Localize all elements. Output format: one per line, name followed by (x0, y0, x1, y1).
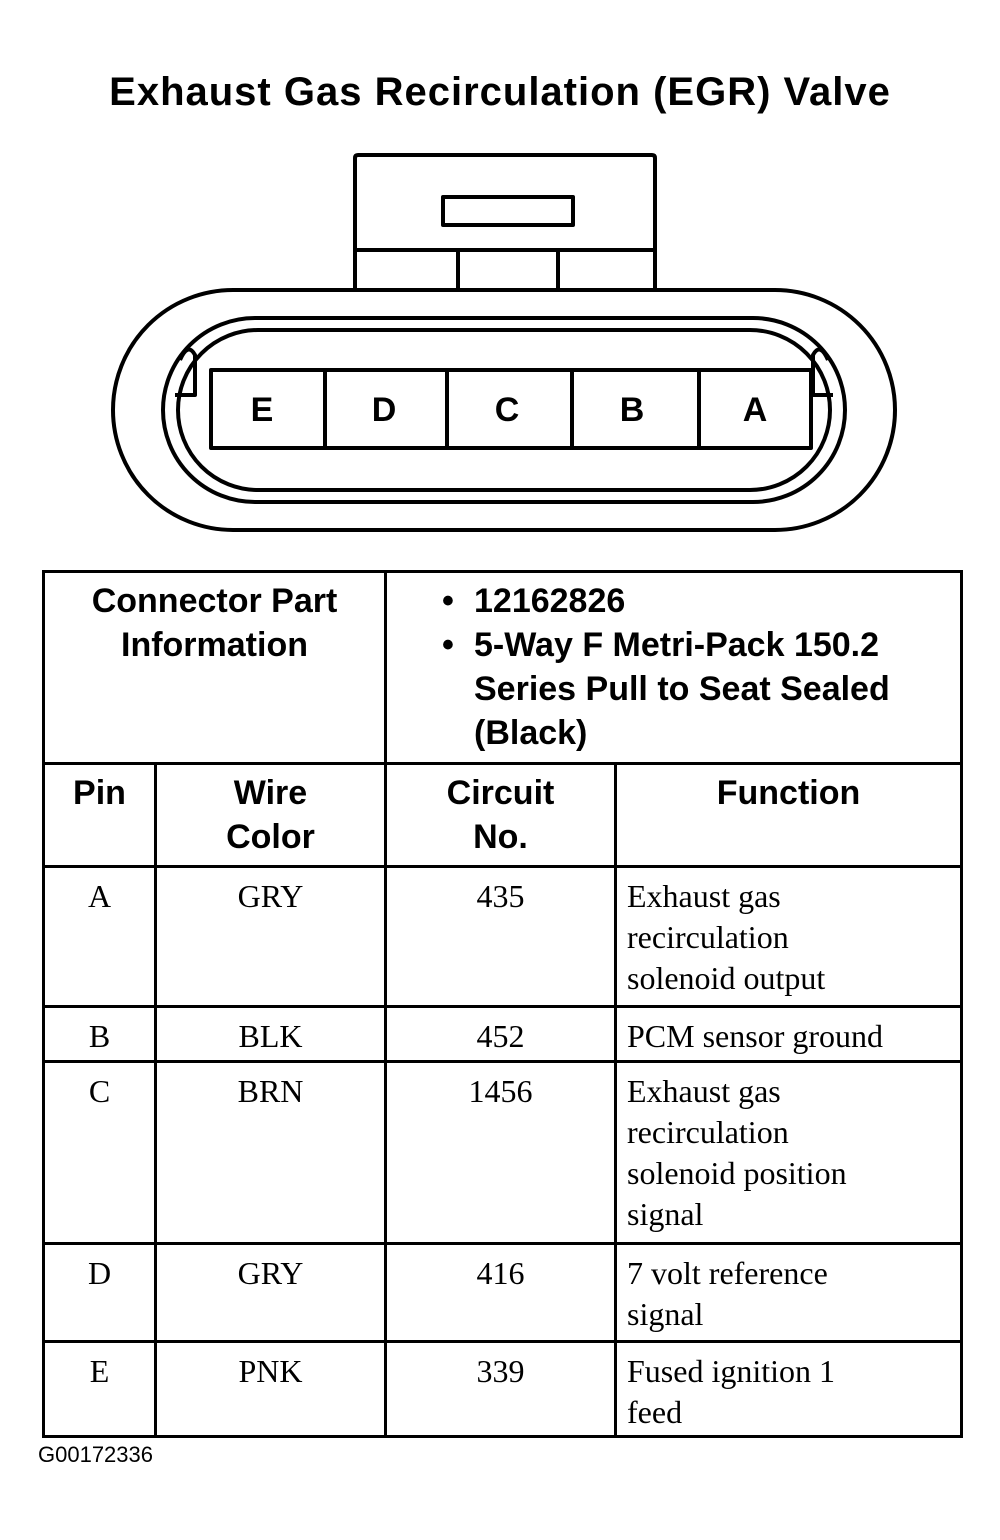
pin-cavity-label-e: E (250, 391, 274, 429)
function-cell: Exhaust gas recirculation solenoid position signal (627, 1073, 847, 1232)
circuit-no-cell: 452 (476, 1018, 525, 1054)
circuit-no-cell: 435 (476, 878, 525, 914)
connector-part-number: • 12162826 (442, 579, 960, 623)
circuit-no-cell: 339 (476, 1353, 525, 1389)
table-row (44, 1342, 962, 1437)
function-cell: Exhaust gas recirculation solenoid output (627, 878, 826, 996)
wire-color-cell: PNK (238, 1353, 303, 1389)
connector-latch (355, 155, 655, 290)
header-pin: Pin (73, 774, 126, 812)
wire-color-cell: GRY (237, 878, 304, 914)
connector-info-value-cell (386, 572, 962, 764)
circuit-no-cell: 416 (476, 1255, 525, 1291)
wire-color-cell: BLK (238, 1018, 303, 1054)
pinout-table (42, 570, 963, 1438)
header-wire-color: Wire Color (226, 774, 315, 856)
connector-description: • 5-Way F Metri-Pack 150.2 Series Pull to Seat Sealed (Black) (442, 623, 960, 755)
pin-cavity-label-c: C (494, 391, 520, 429)
connector-info-list (387, 573, 960, 755)
pin-cell: E (89, 1353, 110, 1389)
pin-cell: B (88, 1018, 111, 1054)
pin-cavity-label-d: D (371, 391, 397, 429)
table-row (44, 867, 962, 1007)
table-row (44, 1007, 962, 1062)
pin-cavity-label-b: B (619, 391, 645, 429)
pin-cell: C (88, 1073, 111, 1109)
diagram-title: Exhaust Gas Recirculation (EGR) Valve (109, 70, 891, 114)
connector-info-label: Connector Part Information (91, 582, 338, 664)
pin-cavity-label-a: A (742, 391, 768, 429)
function-cell: 7 volt reference signal (627, 1255, 828, 1332)
table-row (44, 1062, 962, 1244)
header-circuit-no: Circuit No. (446, 774, 555, 856)
circuit-no-cell: 1456 (468, 1073, 533, 1109)
figure-id: G00172336 (38, 1442, 153, 1467)
function-cell: PCM sensor ground (627, 1018, 884, 1054)
table-row (44, 1244, 962, 1342)
pin-cell: A (87, 878, 112, 914)
latch-slot (443, 197, 573, 225)
connector-info-row (44, 572, 962, 764)
wire-color-cell: BRN (237, 1073, 304, 1109)
table-header-row (44, 764, 962, 867)
connector-face-diagram (0, 140, 1000, 540)
header-function: Function (716, 774, 861, 812)
function-cell: Fused ignition 1 feed (627, 1353, 836, 1430)
wire-color-cell: GRY (237, 1255, 304, 1291)
pin-cell: D (87, 1255, 112, 1291)
connector-info-label-cell (44, 572, 386, 764)
